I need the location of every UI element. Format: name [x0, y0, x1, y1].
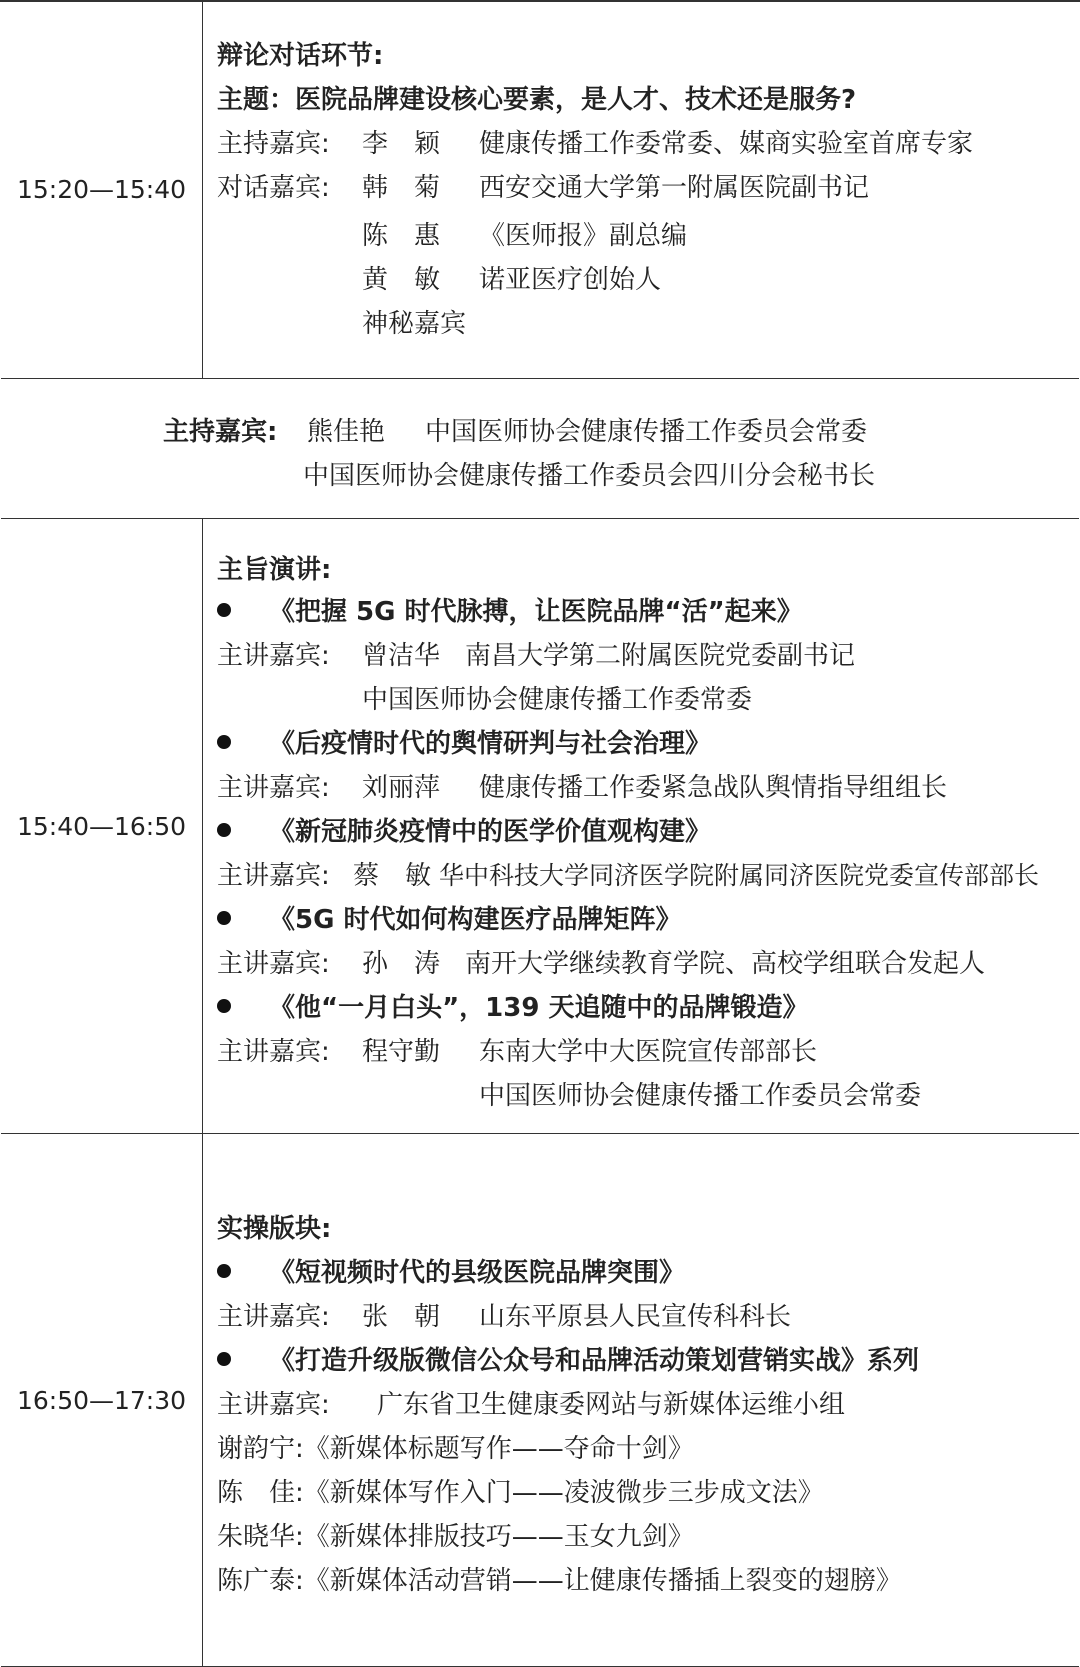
guest-label: 对话嘉宾:	[217, 173, 330, 203]
speaker-desc: 华中科技大学同济医学院附属同济医院党委宣传部部长	[439, 861, 1040, 890]
speaker-desc: 南开大学继续教育学院、高校学组联合发起人	[465, 949, 986, 979]
session-item: 朱晓华:《新媒体排版技巧——玉女九剑》	[217, 1522, 694, 1552]
speaker-label: 主讲嘉宾:	[217, 949, 330, 979]
speaker-name: 张 朝	[362, 1302, 441, 1332]
agenda-row-debate	[1, 1, 1079, 379]
talk-title: 《后疫情时代的舆情研判与社会治理》	[217, 727, 711, 761]
section-title: 辩论对话环节:	[217, 41, 384, 71]
host-name: 李 颖	[362, 129, 441, 159]
bullet-icon	[217, 1264, 231, 1278]
speaker-label: 主讲嘉宾:	[217, 641, 330, 671]
guest-title: 西安交通大学第一附属医院副书记	[479, 173, 870, 203]
agenda-row-practice	[1, 1134, 1079, 1667]
talk-title: 《新冠肺炎疫情中的医学价值观构建》	[217, 815, 711, 849]
session-item: 陈 佳:《新媒体写作入门——凌波微步三步成文法》	[217, 1478, 824, 1508]
host-title: 中国医师协会健康传播工作委员会常委	[425, 417, 868, 447]
theme-line: 主题：医院品牌建设核心要素，是人才、技术还是服务?	[217, 85, 857, 115]
guest-name: 神秘嘉宾	[362, 309, 467, 339]
talk-title: 《他“一月白头”，139 天追随中的品牌锻造》	[217, 991, 809, 1025]
speaker-label: 主讲嘉宾:	[217, 1302, 330, 1332]
speaker-desc: 东南大学中大医院宣传部部长	[479, 1037, 818, 1067]
talk-title: 《把握 5G 时代脉搏，让医院品牌“活”起来》	[217, 595, 803, 629]
speaker-desc: 中国医师协会健康传播工作委常委	[362, 685, 753, 715]
speaker-name: 曾洁华	[362, 641, 441, 671]
session-item: 陈广泰:《新媒体活动营销——让健康传播插上裂变的翅膀》	[217, 1566, 902, 1596]
speaker-desc: 南昌大学第二附属医院党委副书记	[465, 641, 856, 671]
speaker-name: 蔡 敏	[353, 861, 432, 891]
time-cell: 15:40—16:50	[1, 519, 203, 1133]
bullet-icon	[217, 1352, 231, 1366]
guest-name: 陈 惠	[362, 221, 441, 251]
speaker-desc: 广东省卫生健康委网站与新媒体运维小组	[377, 1390, 846, 1420]
section-title: 实操版块:	[217, 1214, 332, 1244]
speaker-name: 孙 涛	[362, 949, 441, 979]
speaker-name: 刘丽萍	[362, 773, 441, 803]
agenda-row-host	[1, 379, 1079, 519]
speaker-label: 主讲嘉宾:	[217, 1037, 330, 1067]
bullet-icon	[217, 603, 231, 617]
talk-title: 《打造升级版微信公众号和品牌活动策划营销实战》系列	[217, 1344, 919, 1378]
speaker-name: 程守勤	[362, 1037, 441, 1067]
talk-title: 《5G 时代如何构建医疗品牌矩阵》	[217, 903, 681, 937]
time-cell: 15:20—15:40	[1, 1, 203, 378]
bullet-icon	[217, 999, 231, 1013]
speaker-desc: 中国医师协会健康传播工作委员会常委	[479, 1081, 922, 1111]
guest-title: 《医师报》副总编	[479, 221, 688, 251]
speaker-label: 主讲嘉宾:	[217, 1390, 330, 1420]
bullet-icon	[217, 911, 231, 925]
section-title: 主旨演讲:	[217, 555, 332, 585]
speaker-label: 主讲嘉宾:	[217, 773, 330, 803]
host-title: 健康传播工作委常委、媒商实验室首席专家	[479, 129, 974, 159]
guest-title: 诺亚医疗创始人	[479, 265, 662, 295]
speaker-desc: 山东平原县人民宣传科科长	[479, 1302, 792, 1332]
bullet-icon	[217, 735, 231, 749]
host-label: 主持嘉宾:	[163, 417, 278, 447]
guest-name: 韩 菊	[362, 173, 441, 203]
agenda-row-keynotes	[1, 519, 1079, 1134]
speaker-desc: 健康传播工作委紧急战队舆情指导组组长	[479, 773, 948, 803]
host-title: 中国医师协会健康传播工作委员会四川分会秘书长	[303, 461, 876, 491]
time-cell: 16:50—17:30	[1, 1134, 203, 1666]
host-name: 熊佳艳	[307, 417, 386, 447]
guest-name: 黄 敏	[362, 265, 441, 295]
session-item: 谢韵宁:《新媒体标题写作——夺命十剑》	[217, 1434, 694, 1464]
talk-title: 《短视频时代的县级医院品牌突围》	[217, 1256, 685, 1290]
host-label: 主持嘉宾:	[217, 129, 330, 159]
bullet-icon	[217, 823, 231, 837]
speaker-label: 主讲嘉宾:	[217, 861, 330, 891]
